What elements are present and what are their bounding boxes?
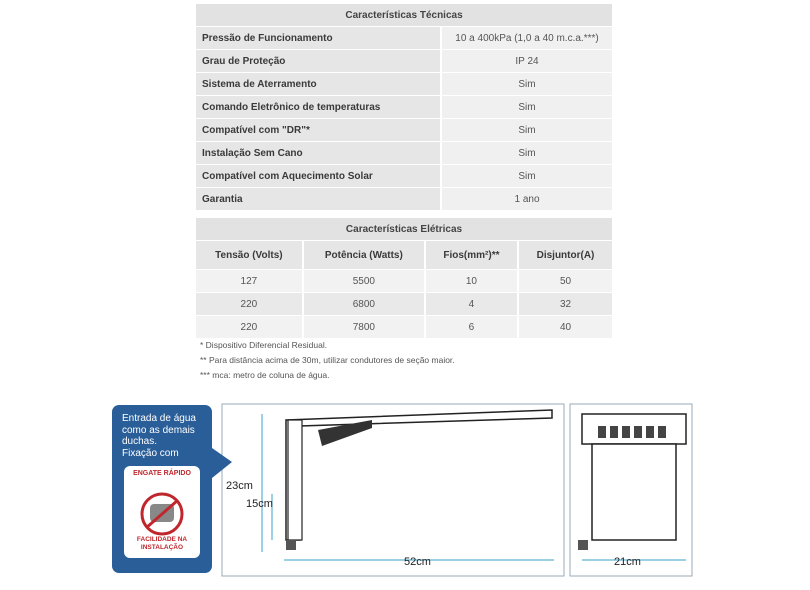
column-header: Potência (Watts): [303, 241, 425, 270]
spec-value: Sim: [441, 119, 612, 142]
water-inlet: [286, 540, 296, 550]
spec-label: Pressão de Funcionamento: [196, 27, 441, 50]
table-row: [196, 270, 612, 293]
tech-specs-table: [196, 4, 612, 211]
column-header: Disjuntor(A): [518, 241, 612, 270]
table-cell: 6: [425, 316, 518, 339]
table-row: [196, 73, 612, 96]
table-row: [196, 27, 612, 50]
spec-value: Sim: [441, 73, 612, 96]
table-row: [196, 142, 612, 165]
spec-value: IP 24: [441, 50, 612, 73]
table-cell: 5500: [303, 270, 425, 293]
spec-value: Sim: [441, 96, 612, 119]
footnote: *** mca: metro de coluna de água.: [200, 370, 330, 380]
table-row: [196, 96, 612, 119]
table-cell: 4: [425, 293, 518, 316]
table-cell: 50: [518, 270, 612, 293]
shower-front-body: [592, 444, 676, 540]
footnotes: [200, 338, 455, 383]
table-cell: 220: [196, 316, 303, 339]
table-row: [196, 188, 612, 211]
table-row: [196, 316, 612, 339]
side-view-frame: [222, 404, 564, 576]
table-cell: 7800: [303, 316, 425, 339]
spec-label: Sistema de Aterramento: [196, 73, 441, 96]
dimension-label-15cm: 15cm: [246, 498, 273, 510]
footnote: * Dispositivo Diferencial Residual.: [200, 340, 328, 350]
spec-label: Garantia: [196, 188, 441, 211]
footnote: ** Para distância acima de 30m, utilizar condutores de seção maior.: [200, 355, 455, 365]
spec-value: 10 a 400kPa (1,0 a 40 m.c.a.***): [441, 27, 612, 50]
dimension-label-52cm: 52cm: [404, 556, 431, 568]
table-row: [196, 119, 612, 142]
elec-table-caption: Características Elétricas: [196, 218, 612, 241]
table-row: [196, 293, 612, 316]
spec-value: 1 ano: [441, 188, 612, 211]
spec-value: Sim: [441, 142, 612, 165]
shower-column: [288, 420, 302, 540]
dimension-label-21cm: 21cm: [614, 556, 641, 568]
spec-value: Sim: [441, 165, 612, 188]
electrical-specs-table: [196, 218, 612, 339]
spec-label: Compatível com "DR"*: [196, 119, 441, 142]
spec-label: Instalação Sem Cano: [196, 142, 441, 165]
table-row: [196, 165, 612, 188]
table-row: [196, 50, 612, 73]
column-header: Fios(mm²)**: [425, 241, 518, 270]
spec-label: Compatível com Aquecimento Solar: [196, 165, 441, 188]
tech-table-caption: Características Técnicas: [196, 4, 612, 27]
spec-label: Grau de Proteção: [196, 50, 441, 73]
table-cell: 127: [196, 270, 303, 293]
badge-subtitle: FACILIDADE NA INSTALAÇÃO: [136, 536, 188, 551]
table-cell: 40: [518, 316, 612, 339]
table-cell: 10: [425, 270, 518, 293]
table-cell: 6800: [303, 293, 425, 316]
callout-text: Entrada de água como as demais duchas. Fixação com: [122, 413, 196, 459]
table-cell: 220: [196, 293, 303, 316]
front-inlet: [578, 540, 588, 550]
dimension-label-23cm: 23cm: [226, 480, 253, 492]
badge-title: ENGATE RÁPIDO: [133, 470, 191, 477]
column-header: Tensão (Volts): [196, 241, 303, 270]
spec-label: Comando Eletrônico de temperaturas: [196, 96, 441, 119]
table-cell: 32: [518, 293, 612, 316]
